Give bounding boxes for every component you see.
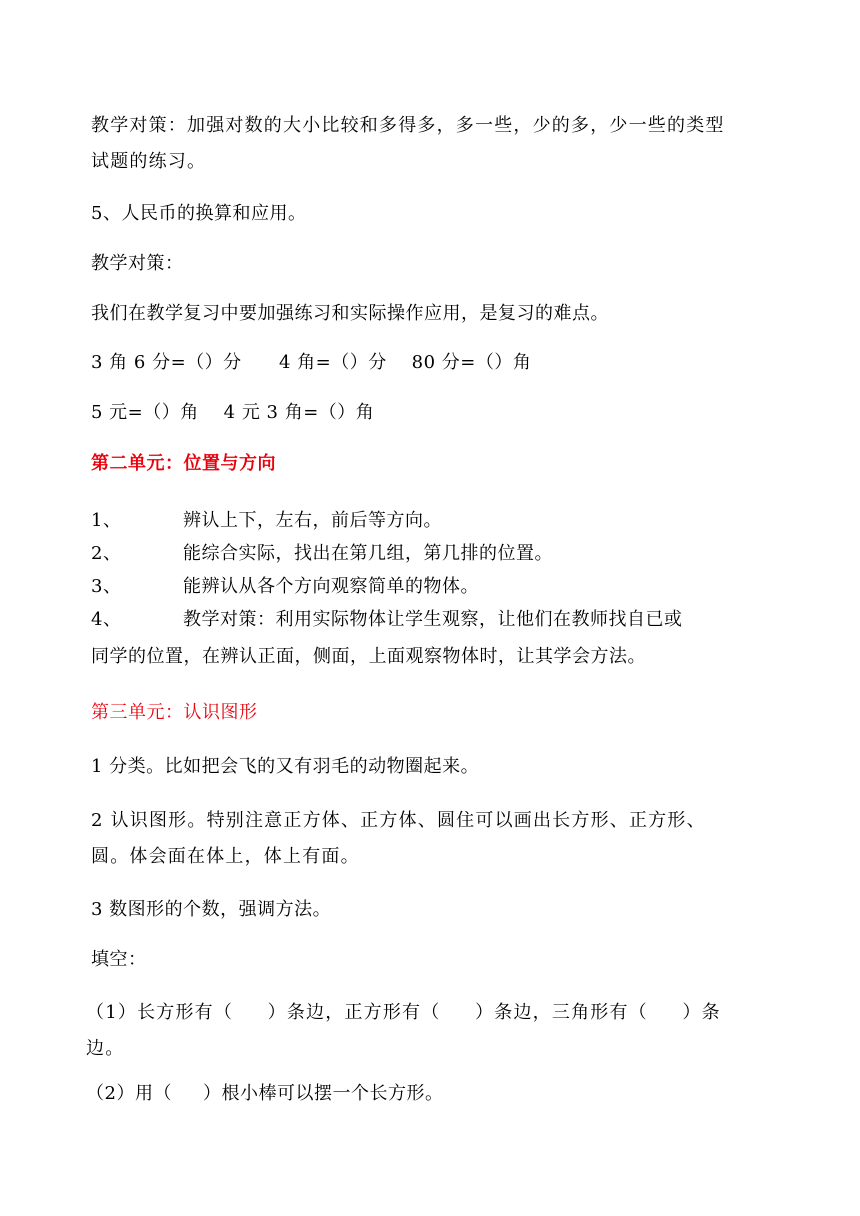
unit2-item-4: [91, 606, 741, 634]
unit3-paragraph-3: 3 数图形的个数，强调方法。: [91, 899, 332, 920]
item-text: 教学对策：利用实际物体让学生观察，让他们在教师找自已或: [183, 609, 683, 630]
unit3-paragraph-2: 2 认识图形。特别注意正方体、正方体、圆住可以画出长方形、正方形、圆。体会面在体上，体上有面。: [91, 810, 706, 867]
strategy-paragraph: 教学对策：加强对数的大小比较和多得多，多一些，少的多，少一些的类型试题的练习。: [91, 115, 725, 172]
unit2-item-3: [91, 573, 741, 601]
item-number: 2、: [91, 543, 122, 564]
item-text: 辨认上下，左右，前后等方向。: [183, 510, 442, 531]
unit3-paragraph-1: 1 分类。比如把会飞的又有羽毛的动物圈起来。: [91, 756, 480, 777]
fill-question-1: （1）长方形有（ ）条边，正方形有（ ）条边，三角形有（ ）条边。: [86, 1002, 721, 1059]
fill-question-2: （2）用（ ）根小棒可以摆一个长方形。: [86, 1083, 444, 1104]
unit2-item-4-continued: 同学的位置，在辨认正面，侧面，上面观察物体时，让其学会方法。: [91, 646, 646, 667]
strategy-label: 教学对策：: [91, 253, 184, 274]
unit2-title: 第二单元：位置与方向: [91, 453, 276, 474]
item-number: 4、: [91, 609, 122, 630]
unit3-title: 第三单元：认识图形: [91, 702, 258, 723]
item-number: 3、: [91, 576, 122, 597]
item-text: 能辨认从各个方向观察简单的物体。: [183, 576, 479, 597]
review-note: 我们在教学复习中要加强练习和实际操作应用，是复习的难点。: [91, 303, 609, 324]
item-text: 能综合实际，找出在第几组，第几排的位置。: [183, 543, 553, 564]
item-number: 1、: [91, 510, 122, 531]
unit2-item-2: [91, 540, 741, 568]
fill-label: 填空：: [91, 949, 147, 970]
exercise-line-1: 3 角 6 分=（）分 4 角=（）分 80 分=（）角: [91, 352, 532, 373]
item-5: 5、人民币的换算和应用。: [91, 203, 307, 224]
unit2-item-1: [91, 507, 741, 535]
exercise-line-2: 5 元=（）角 4 元 3 角=（）角: [91, 402, 375, 423]
